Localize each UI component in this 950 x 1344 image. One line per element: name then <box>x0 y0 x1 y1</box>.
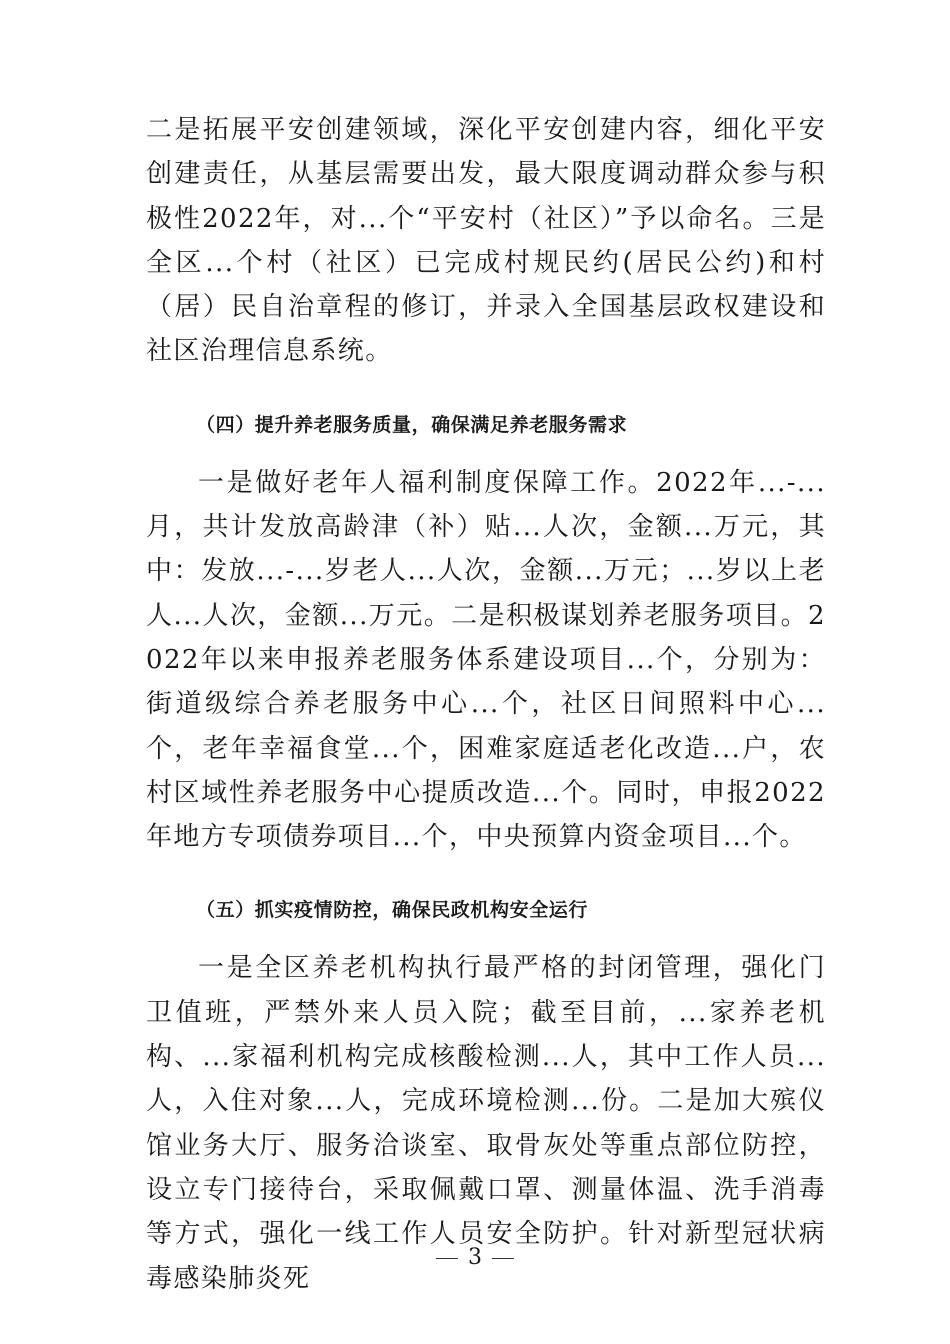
page-footer <box>0 1243 950 1273</box>
footer-right-dash <box>492 1258 514 1259</box>
paragraph-elderly-services: 一是做好老年人福利制度保障工作。2022年...-...月，共计发放高龄津（补）贴...人次，金额...万元，其中：发放...-...岁老人...人次，金额...万元；...岁以上老人...人次，金额...万元。二是积极谋划养老服务项目。2022年以来申报养老服务体系建设项目...个，分别为：街道级综合养老服务中心...个，社区日间照料中心...个，老年幸福食堂...个，困难家庭适老化改造...户，农村区域性养老服务中心提质改造...个。同时，申报2022年地方专项债券项目...个，中央预算内资金项目...个。 <box>146 467 826 853</box>
paragraph-epidemic-control: 一是全区养老机构执行最严格的封闭管理，强化门卫值班，严禁外来人员入院；截至目前，...家养老机构、...家福利机构完成核酸检测...人，其中工作人员...人，入住对象...人，完成环境检测...份。二是加大殡仪馆业务大厅、服务洽谈室、取骨灰处等重点部位防控，设立专门接待台，采取佩戴口罩、测量体温、洗手消毒等方式，强化一线工作人员安全防护。针对新型冠状病毒感染肺炎死 <box>146 953 826 1294</box>
section-heading-elderly-services: （四）提升养老服务质量，确保满足养老服务需求 <box>196 413 628 436</box>
spacer <box>146 374 826 410</box>
page-number: 3 <box>468 1245 482 1270</box>
document-body <box>146 108 826 1301</box>
spacer <box>146 440 826 461</box>
paragraph-safety-creation: 二是拓展平安创建领域，深化平安创建内容，细化平安创建责任，从基层需要出发，最大限度调动群众参与积极性2022年，对...个“平安村（社区）”予以命名。三是全区...个村（社区）已完成村规民约(居民公约)和村（居）民自治章程的修订，并录入全国基层政权建设和社区治理信息系统。 <box>146 115 826 367</box>
footer-left-dash <box>436 1258 458 1259</box>
section-heading-epidemic-control: （五）抓实疫情防控，确保民政机构安全运行 <box>196 899 589 922</box>
spacer <box>146 925 826 946</box>
spacer <box>146 859 826 895</box>
